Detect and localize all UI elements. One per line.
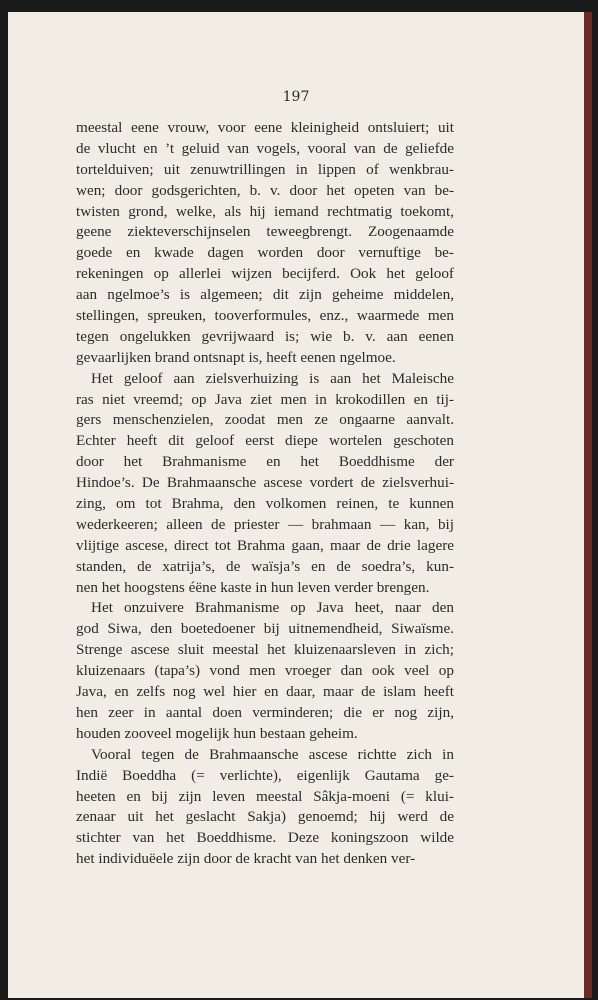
text-line: nen het hoogstens éëne kaste in hun leven verder brengen. [76,578,430,596]
text-line: zenaar uit het geslacht Sakja) genoemd; hij werd de [76,808,454,826]
text-line: stichter van het Boeddhisme. Deze koningszoon wilde [76,829,454,847]
text-line: vlijtige ascese, direct tot Brahma gaan, maar de drie lagere [76,536,454,554]
text-line: Indië Boeddha (= verlichte), eigenlijk Gautama ge- [76,766,454,784]
text-line: Het onzuivere Brahmanisme op Java heet, naar den [91,599,454,617]
text-line: Strenge ascese sluit meestal het kluizenaarsleven in zich; [76,641,454,659]
text-line: Het geloof aan zielsverhuizing is aan het Maleische [91,369,454,387]
text-line: Echter heeft dit geloof eerst diepe wortelen geschoten [76,432,454,450]
text-line: de vlucht en ’t geluid van vogels, vooral van de geliefde [76,139,454,157]
text-line: Java, en zelfs nog wel hier en daar, maar de islam heeft [76,683,454,701]
text-line: twisten grond, welke, als hij iemand rechtmatig toekomt, [76,202,454,220]
text-line: tortelduiven; uit zenuwtrillingen in lippen of wenkbrau- [76,160,454,178]
book-page [8,12,584,998]
text-line: wederkeeren; alleen de priester — brahmaan — kan, bij [76,515,454,533]
text-line: het individuëele zijn door de kracht van het denken ver- [76,850,416,868]
text-line: wen; door godsgerichten, b. v. door het opeten van be- [76,181,454,199]
text-line: Hindoe’s. De Brahmaansche ascese vordert de zielsverhui- [76,474,454,492]
text-line: hen zeer in aantal doen verminderen; die er nog zijn, [76,703,454,721]
text-line: stellingen, spreuken, tooverformules, enz., waarmede men [76,307,454,325]
text-line: aan ngelmoe’s is algemeen; dit zijn geheime middelen, [76,286,454,304]
text-line: Vooral tegen de Brahmaansche ascese richtte zich in [91,745,454,763]
text-line: heeten en bij zijn leven meestal Sâkja-moeni (= klui- [76,787,454,805]
text-line: ras niet vreemd; op Java ziet men in krokodillen en tij- [76,390,454,408]
text-line: rekeningen op allerlei wijzen becijferd. Ook het geloof [76,265,454,283]
text-line: geene ziekteverschijnselen teweegbrengt. Zoogenaamde [76,223,454,241]
text-line: god Siwa, den boetedoener bij uitnemendheid, Siwaïsme. [76,620,454,638]
text-line: houden zooveel mogelijk hun bestaan geheim. [76,724,358,742]
page-number: 197 [282,89,310,105]
text-line: goede en kwade dagen worden door vernuftige be- [76,244,454,262]
text-line: zing, om tot Brahma, den volkomen reinen, te kunnen [76,495,454,513]
page-edge [584,12,592,998]
body-text [76,118,454,870]
text-line: door het Brahmanisme en het Boeddhisme der [76,453,454,471]
text-line: kluizenaars (tapa’s) vond men vroeger dan ook veel op [76,662,454,680]
text-line: gevaarlijken brand ontsnapt is, heeft eenen ngelmoe. [76,348,396,366]
text-line: tegen ongelukken gevrijwaard is; wie b. v. aan eenen [76,327,454,345]
text-line: meestal eene vrouw, voor eene kleinigheid ontsluiert; uit [76,119,454,136]
text-line: gers menschenzielen, zoodat men ze ongaarne aanvalt. [76,411,454,429]
text-line: standen, de xatrija’s, de waïsja’s en de soedra’s, kun- [76,557,454,575]
